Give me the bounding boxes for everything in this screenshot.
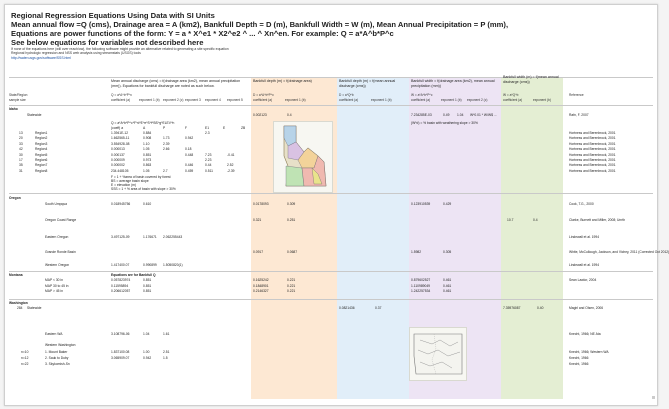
idaho-width-note: W*0.01 * W/W$ ...: [470, 113, 497, 117]
oregon-row-name: South Umpqua: [45, 202, 67, 206]
washington-row-name: 1. Mount Baker: [45, 350, 68, 354]
oregon-q-value: 2.062255443: [163, 235, 183, 239]
idaho-map-graphic: [274, 122, 332, 192]
oregon-row-ref: White, McCullough, Jackson, and Vichey, 2011 (Corrected Oct 2012): [569, 250, 669, 254]
idaho-row-value: 1.3941E-12: [111, 131, 129, 135]
idaho-row-name: Region2: [35, 136, 48, 141]
idaho-var-ZB: ZB: [241, 126, 246, 130]
montana-row-ref: Sean Lawlor, 2004: [569, 278, 597, 282]
oregon-q-value: 1.5050820(1): [163, 263, 183, 267]
idaho-row-name: Region7: [35, 163, 48, 168]
idaho-footnote-1: F = 1 + %area of basin covered by forest: [111, 175, 171, 179]
montana-note: Equations are for Bankfull Q: [111, 273, 156, 277]
idaho-row-value: 0.18: [185, 147, 192, 152]
washington-q-value: 1.5: [163, 356, 168, 360]
montana-bottom-rule: [9, 299, 653, 300]
montana-q-a: 0.206612057: [111, 289, 131, 293]
idaho-row-value: 0.511: [205, 168, 214, 173]
washington-map-graphic: [410, 328, 466, 380]
idaho-statewide-w-a: 7.234285E-03: [411, 113, 432, 117]
idaho-row-value: 0.000013: [111, 147, 125, 152]
idaho-row-ref: Hortness and Berenbrock, 2001: [569, 158, 616, 162]
title-line-2: Mean annual flow =Q (cms), Drainage area = A (km2), Bankfull Depth = D (m), Bankfull Width = W (m), Mean Annual Precipitation = P (mm),: [11, 20, 509, 29]
washington-row-ref: Knecht, 1966: [569, 362, 589, 366]
idaho-row-value: 0.459: [185, 168, 194, 173]
header-bottom-rule: [9, 105, 653, 106]
montana-d-b: 0.221: [287, 289, 296, 293]
oregon-d-b: 0.251: [287, 218, 296, 222]
state-region-header: State/Region: [9, 93, 28, 97]
idaho-row-value: 7.23: [205, 152, 212, 157]
washington-row-id: n=12: [21, 356, 29, 360]
oregon-d-a: 0.321: [253, 218, 262, 222]
idaho-row-value: 0.000137: [111, 152, 125, 157]
d-formula: D = a*A^b*P^c: [253, 93, 274, 97]
oregon-wq-b: 0.4: [533, 218, 538, 222]
scroll-corner[interactable]: [652, 396, 655, 399]
w-sub-c: exponent 2 (c): [467, 98, 488, 102]
idaho-statewide-w-c: 1.04: [457, 113, 464, 117]
idaho-row-name: Region5: [35, 152, 48, 157]
idaho-row-value: -0.41: [227, 152, 235, 157]
oregon-row-name: Oregon Coast Range: [45, 218, 77, 222]
title-line-3: Equations are power functions of the form: Y = a * X^e1 * X2^e2 ^ ... ^ Xn^en. For example: Q = a*A^b*P^c: [11, 29, 394, 38]
idaho-row-value: 0.942: [185, 136, 194, 141]
idaho-row-value: 0.448: [185, 152, 194, 157]
d-column-header: Bankfull depth (m) = f(drainage area): [253, 79, 312, 83]
w-sub-b: exponent 1 (b): [441, 98, 462, 102]
state-montana: Montana: [9, 273, 23, 277]
idaho-row-ref: Hortness and Berenbrock, 2001: [569, 141, 616, 146]
spreadsheet-page: [4, 4, 669, 406]
washington-dq-a: 0.0821436: [339, 306, 355, 310]
idaho-statewide-w-b: 0.49: [443, 113, 450, 117]
idaho-row-ref: Hortness and Berenbrock, 2001: [569, 131, 616, 135]
idaho-row-value: 2.39: [163, 141, 170, 146]
oregon-q-value: 3.497125-09: [111, 235, 130, 239]
idaho-row-value: 2.3: [205, 131, 210, 135]
idaho-row-value: 0.851: [143, 152, 152, 157]
idaho-row-value: 0.884: [143, 131, 152, 135]
washington-q-value: 1.04: [143, 332, 150, 336]
washington-q-value: 1.837100.08: [111, 350, 130, 354]
q-sub-c: exponent 2 (c): [163, 98, 184, 102]
idaho-row-value: 0.863: [143, 163, 152, 168]
dq-sub-b: exponent 1 (b): [371, 98, 392, 102]
q-sub-b: exponent 1 (b): [139, 98, 160, 102]
idaho-row-name: Region4: [35, 147, 48, 152]
oregon-q-value: 1.176671: [143, 235, 157, 239]
washington-dq-b: 0.37: [375, 306, 382, 310]
washington-statewide-label: Statewide: [27, 306, 42, 310]
q-column-header: Mean annual discharge (cms) = f(drainage area (km2), mean annual precipitation (mm)). Equations for bankfull discharge are noted as such below.: [111, 79, 241, 88]
oregon-w-a: 1.5982: [411, 250, 422, 254]
wq-formula: W = a*Q^b: [503, 93, 519, 97]
washington-row-name: Eastern WA: [45, 332, 63, 336]
oregon-row-name: Western Oregon: [45, 263, 70, 267]
idaho-region-map: [273, 121, 333, 193]
idaho-row-id: 30: [19, 152, 23, 157]
idaho-row-id: 42: [19, 147, 23, 152]
idaho-row-id: 33: [19, 141, 23, 146]
oregon-row-name: Grande Ronde Basin: [45, 250, 76, 254]
title-line-4: See below equations for variables not described here: [11, 38, 204, 47]
idaho-row-id: 13: [19, 131, 23, 135]
montana-w-b: 0.461: [443, 278, 452, 282]
oregon-w-a: 0.123910539: [411, 202, 431, 206]
idaho-row-value: 234.448105: [111, 168, 129, 173]
oregon-wq-a: 10.7: [507, 218, 514, 222]
dq-sub-a: coefficient (a): [339, 98, 359, 102]
montana-d-a: 0.2146327: [253, 289, 269, 293]
idaho-row-id: 17: [19, 158, 23, 162]
idaho-row-ref: Hortness and Berenbrock, 2001: [569, 136, 616, 141]
montana-row-name: MAP < 30 in: [45, 278, 63, 282]
idaho-row-value: 0.000002: [111, 163, 125, 168]
idaho-var-a: (coeff) a: [111, 126, 124, 130]
d-sub-b: exponent 1 (b): [285, 98, 306, 102]
note-line-1: If none of the equations here (will over reach/ow), the following software might provide an alternative related to generating a site specific equation: [11, 47, 229, 51]
w-formula: W = a*A^b*P^c: [411, 93, 433, 97]
idaho-var-P: P: [163, 126, 166, 130]
oregon-d-a: 0.0917: [253, 250, 264, 254]
dq-formula: D = a*Q^b: [339, 93, 354, 97]
idaho-row-name: Region8: [35, 168, 48, 173]
oregon-q-value: 0.610: [143, 202, 152, 206]
w-column-header: Bankfull width = f(drainage area (km2), mean annual precipitation (mm)): [411, 79, 495, 88]
montana-q-a: 0.11595894: [111, 283, 129, 288]
d-sub-a: coefficient (a): [253, 98, 273, 102]
idaho-statewide-d-b: 0.4: [287, 113, 292, 117]
idaho-row-value: 0.44: [205, 163, 212, 168]
idaho-row-name: Region1: [35, 131, 48, 135]
oregon-row-ref: Lindewall et al. 1994: [569, 263, 600, 267]
idaho-row-value: 1.05: [143, 147, 150, 152]
washington-row-id: n=10: [21, 350, 29, 354]
washington-row-name: 2. Sauk to Duby: [45, 356, 69, 360]
q-formula: Q = a*A^b*P^c: [111, 93, 132, 97]
washington-q-value: 3.108796-06: [111, 332, 130, 336]
sample-size-header: sample size: [9, 98, 26, 102]
idaho-footnote-3: E = elevation (m): [111, 183, 137, 187]
washington-row-ref: Knecht, 1966; NE Ata: [569, 332, 601, 336]
washington-wq-b: 0.40: [537, 306, 544, 310]
idaho-footnote-2: BS = average basin slope: [111, 179, 149, 183]
montana-q-a: 0.057823974: [111, 278, 131, 282]
idaho-row-ref: Hortness and Berenbrock, 2001: [569, 147, 616, 152]
washington-row-name: 3. Skykomish-Sn: [45, 362, 70, 366]
oregon-d-a: 0.0178093: [253, 202, 269, 206]
idaho-var-F: F: [185, 126, 188, 130]
washington-q-value: 1.00: [143, 350, 150, 354]
oregon-w-b: 0.305: [443, 250, 452, 254]
idaho-row-value: 1.05: [143, 168, 150, 173]
note-line-2: Regional hydrologic regression and NSS web analysis using streamstats (USGS) tools: [11, 51, 141, 56]
washington-q-value: 2.51: [163, 350, 170, 354]
montana-d-a: 0.1848901: [253, 283, 269, 288]
idaho-row-value: 0.908: [143, 136, 152, 141]
washington-row-id: n=22: [21, 362, 29, 366]
q-sub-4: exponent 4: [205, 98, 221, 102]
oregon-row-ref: Clarke, Burnett and Miller, 2008; Unrth: [569, 218, 626, 222]
idaho-row-value: -2.39: [227, 168, 235, 173]
idaho-eq-text: Q = a*A^b*P^c*F^d*E^e*S^f*BS^g*ELEV^h: [111, 121, 175, 125]
idaho-row-name: Region6: [35, 158, 48, 162]
idaho-statewide-ref: Rafn, F. 2007: [569, 113, 589, 117]
idaho-width-note-2: (W*d) = % basin with weathering slope > 30%: [411, 121, 478, 125]
montana-d-a: 0.1625242: [253, 278, 269, 282]
q-sub-a: coefficient (a): [111, 98, 131, 102]
oregon-row-ref: Cook, T.G., 2000: [569, 202, 594, 206]
oregon-d-b: 0.309: [287, 202, 296, 206]
q-sub-5: exponent 5: [227, 98, 243, 102]
document-header: [11, 11, 611, 60]
washington-q-value: 1.61: [163, 332, 170, 336]
oregon-bottom-rule: [9, 271, 653, 272]
idaho-var-E: E: [223, 126, 226, 130]
washington-region-map: [409, 327, 467, 381]
w-sub-a: coefficient (a): [411, 98, 431, 102]
wq-sub-a: coefficient (a): [503, 98, 523, 102]
idaho-row-name: Region3: [35, 141, 48, 146]
idaho-row-value: 0.973: [143, 158, 152, 162]
washington-row-ref: Knecht, 1966; Western WA: [569, 350, 609, 354]
idaho-row-ref: Hortness and Berenbrock, 2001: [569, 168, 616, 173]
idaho-var-A: A: [143, 126, 146, 130]
title-line-1: Regional Regression Equations Using Data with SI Units: [11, 11, 215, 20]
washington-row-ref: Knecht, 1966: [569, 356, 589, 360]
montana-w-a: 1.110989049: [411, 283, 431, 288]
montana-w-a: 0.879602527: [411, 278, 431, 282]
washington-ref: Magirl and Olsen, 2006: [569, 306, 604, 310]
state-idaho: Idaho: [9, 107, 18, 111]
montana-d-b: 0.221: [287, 278, 296, 282]
state-washington: Washington: [9, 301, 28, 305]
dq-column-header: Bankfull depth (m) = f(mean annual discharge (cms)): [339, 79, 396, 88]
q-sub-3: exponent 3: [185, 98, 201, 102]
width-discharge-column-band: [501, 77, 563, 399]
idaho-footnote-4: SSS = 1 + % area of basin with slope > 30%: [111, 187, 176, 191]
idaho-row-ref: Hortness and Berenbrock, 2001: [569, 152, 616, 157]
washington-count: 284: [17, 306, 23, 310]
idaho-row-value: 0.000009: [111, 158, 125, 162]
idaho-bottom-rule: [9, 193, 653, 194]
washington-row-name: Western Washington: [45, 343, 76, 347]
wq-sub-b: exponent (b): [533, 98, 551, 102]
idaho-row-id: 31: [19, 168, 23, 173]
montana-q-b: 0.851: [143, 283, 152, 288]
idaho-row-value: 0.446: [185, 163, 194, 168]
washington-q-value: 0.942: [143, 356, 152, 360]
montana-w-b: 0.461: [443, 289, 452, 293]
state-oregon: Oregon: [9, 196, 21, 200]
idaho-row-value: 3.554928-08: [111, 141, 130, 146]
oregon-row-name: Eastern Oregon: [45, 235, 69, 239]
oregon-d-b: 0.0687: [287, 250, 298, 254]
idaho-row-value: 1.10: [143, 141, 150, 146]
idaho-row-value: 2.66: [163, 147, 170, 152]
montana-d-b: 0.221: [287, 283, 296, 288]
reference-header: Reference: [569, 93, 584, 97]
depth-discharge-column-band: [337, 77, 409, 399]
idaho-statewide-label: Statewide: [27, 113, 42, 117]
idaho-statewide-d-a: 0.002123: [253, 113, 267, 117]
idaho-row-id: 20: [19, 136, 23, 141]
montana-row-name: MAP > 45 in: [45, 289, 63, 293]
oregon-w-b: 0.429: [443, 202, 452, 206]
oregon-row-ref: Lindewall et al. 1994: [569, 235, 600, 239]
montana-w-b: 0.461: [443, 283, 452, 288]
idaho-row-value: 2.52: [227, 163, 234, 168]
montana-q-b: 0.851: [143, 289, 152, 293]
oregon-q-value: 0.018945756: [111, 202, 131, 206]
montana-q-b: 0.851: [143, 278, 152, 282]
idaho-row-id: 35: [19, 163, 23, 168]
note-link[interactable]: http://water.usgs.gov/software/SSS.html: [11, 55, 71, 60]
oregon-q-value: 1.417400.07: [111, 263, 130, 267]
idaho-row-value: 1.73: [163, 136, 170, 141]
washington-wq-a: 7.35976087: [503, 306, 521, 310]
montana-w-a: 1.242257534: [411, 289, 431, 293]
wq-column-header: Bankfull width (m) = f(mean annual discharge (cms)): [503, 75, 559, 84]
oregon-q-value: 0.990899: [143, 263, 157, 267]
washington-q-value: 3.065909.07: [111, 356, 130, 360]
idaho-var-E1: E1: [205, 126, 210, 130]
montana-row-name: MAP 30 to 45 in: [45, 283, 69, 288]
idaho-row-ref: Hortness and Berenbrock, 2001: [569, 163, 616, 168]
idaho-row-value: 2.7: [163, 168, 168, 173]
idaho-row-value: 1.662565-11: [111, 136, 130, 141]
idaho-row-value: 2.23: [205, 158, 212, 162]
